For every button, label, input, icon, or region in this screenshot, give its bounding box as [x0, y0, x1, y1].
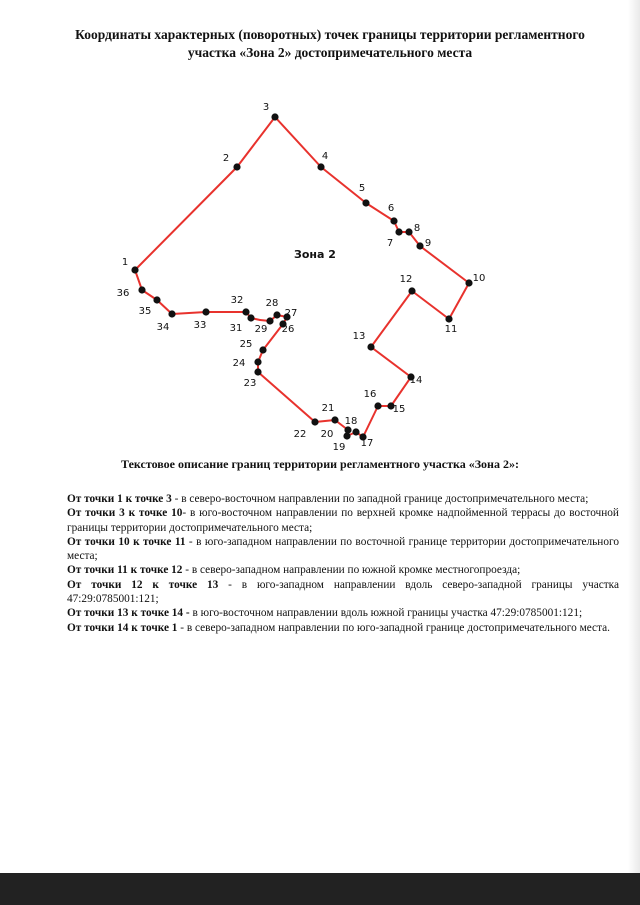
- point-label-20: 20: [320, 429, 334, 440]
- boundary-segment: [371, 291, 412, 347]
- boundary-point-32: [242, 308, 249, 315]
- boundary-point-6: [390, 217, 397, 224]
- description-range: От точки 13 к точке 14 -: [67, 607, 190, 620]
- point-label-21: 21: [321, 403, 335, 414]
- point-label-4: 4: [321, 151, 329, 162]
- boundary-point-4: [317, 163, 324, 170]
- point-label-24: 24: [232, 358, 246, 369]
- point-label-7: 7: [386, 238, 394, 249]
- boundary-segment: [135, 167, 237, 270]
- description-text: - в северо-западном направлении по южной кромке местногопроезда;: [182, 564, 521, 577]
- boundary-segment: [371, 347, 411, 377]
- description-text: - в юго-западном направлении по восточной границе территории достопримечательного места;: [67, 535, 619, 563]
- description-item: [67, 563, 619, 577]
- description-text: в юго-восточном направлении вдоль южной границы участка 47:29:0785001:121;: [189, 607, 583, 620]
- description-range: От точки 12 к точке 13: [67, 578, 219, 591]
- description-range: От точки 3 к точке 10: [67, 507, 183, 520]
- zone-label: Зона 2: [294, 248, 336, 261]
- description-range: От точки 14 к точке 1: [67, 621, 178, 634]
- boundary-point-28: [273, 311, 280, 318]
- page-title: Координаты характерных (поворотных) точек границы территории регламентного участка «Зона 2» достопримечательного места: [75, 27, 585, 60]
- point-label-31: 31: [229, 323, 243, 334]
- boundary-point-21: [331, 416, 338, 423]
- description-text: - в северо-западном направлении по юго-западной границе достопримечательного места.: [177, 621, 610, 634]
- point-label-12: 12: [399, 274, 413, 285]
- point-label-14: 14: [409, 375, 423, 386]
- point-label-36: 36: [116, 288, 130, 299]
- point-label-17: 17: [360, 438, 374, 449]
- boundary-segment: [275, 117, 321, 167]
- boundary-point-18: [352, 428, 359, 435]
- point-label-11: 11: [444, 324, 458, 335]
- point-label-2: 2: [222, 153, 230, 164]
- description-item: [67, 535, 619, 564]
- boundary-segment: [391, 377, 411, 406]
- description-text: - в северо-восточном направлении по западной границе достопримечательного места;: [171, 493, 589, 505]
- point-label-25: 25: [239, 339, 253, 350]
- point-label-35: 35: [138, 306, 152, 317]
- scan-edge-shadow: [628, 0, 640, 873]
- point-label-26: 26: [281, 324, 295, 335]
- point-label-6: 6: [387, 203, 395, 214]
- boundary-segment: [412, 291, 449, 319]
- point-label-34: 34: [156, 322, 170, 333]
- point-label-9: 9: [424, 238, 432, 249]
- point-label-22: 22: [293, 429, 307, 440]
- boundary-point-1: [131, 266, 138, 273]
- boundary-segment: [172, 312, 206, 314]
- boundary-description: [67, 492, 619, 635]
- boundary-point-5: [362, 199, 369, 206]
- boundary-point-33: [202, 308, 209, 315]
- point-label-10: 10: [472, 273, 486, 284]
- description-range: От точки 1 к точке 3: [67, 493, 172, 505]
- boundary-point-12: [408, 287, 415, 294]
- boundary-point-19: [343, 432, 350, 439]
- boundary-point-16: [374, 402, 381, 409]
- point-label-13: 13: [352, 331, 366, 342]
- description-item: [67, 621, 619, 635]
- description-text: - в юго-западном направлении вдоль северо-западной границы участка 47:29:0785001:121;: [67, 578, 620, 606]
- boundary-point-25: [259, 346, 266, 353]
- boundary-point-9: [416, 242, 423, 249]
- point-label-32: 32: [230, 295, 244, 306]
- boundary-point-20: [344, 426, 351, 433]
- boundary-point-24: [254, 358, 261, 365]
- point-label-28: 28: [265, 298, 279, 309]
- point-label-3: 3: [262, 102, 270, 113]
- boundary-point-29: [266, 317, 273, 324]
- boundary-segment: [449, 283, 469, 319]
- description-item: [67, 492, 619, 506]
- description-range: От точки 11 к точке 12: [67, 564, 183, 577]
- boundary-point-23: [254, 368, 261, 375]
- boundary-point-7: [395, 228, 402, 235]
- boundary-point-36: [138, 286, 145, 293]
- point-label-29: 29: [254, 324, 268, 335]
- description-item: [67, 606, 619, 620]
- boundary-point-11: [445, 315, 452, 322]
- point-label-18: 18: [344, 416, 358, 427]
- point-label-19: 19: [332, 442, 346, 453]
- description-range: От точки 10 к точке 11: [67, 535, 186, 548]
- point-label-23: 23: [243, 378, 257, 389]
- section-title: Текстовое описание границ территории регламентного участка «Зона 2»:: [121, 457, 519, 471]
- scan-bottom-band: [0, 873, 640, 905]
- boundary-point-10: [465, 279, 472, 286]
- boundary-point-34: [168, 310, 175, 317]
- boundary-point-3: [271, 113, 278, 120]
- boundary-point-13: [367, 343, 374, 350]
- boundary-point-22: [311, 418, 318, 425]
- description-text: - в юго-восточном направлении по верхней кромке надпойменной террасы до восточной границы территории достопримечательного места;: [67, 507, 619, 534]
- boundary-point-35: [153, 296, 160, 303]
- boundary-point-31: [247, 314, 254, 321]
- boundary-segment: [237, 117, 275, 167]
- boundary-segment: [258, 372, 315, 422]
- point-label-33: 33: [193, 320, 207, 331]
- description-item: [67, 578, 619, 607]
- point-label-16: 16: [363, 389, 377, 400]
- point-label-5: 5: [358, 183, 366, 194]
- point-label-1: 1: [121, 257, 129, 268]
- point-label-27: 27: [284, 308, 298, 319]
- boundary-segment: [363, 406, 378, 437]
- point-label-15: 15: [392, 404, 406, 415]
- boundary-point-8: [405, 228, 412, 235]
- point-label-8: 8: [413, 223, 421, 234]
- boundary-segment: [420, 246, 469, 283]
- boundary-point-2: [233, 163, 240, 170]
- description-item: [67, 506, 619, 535]
